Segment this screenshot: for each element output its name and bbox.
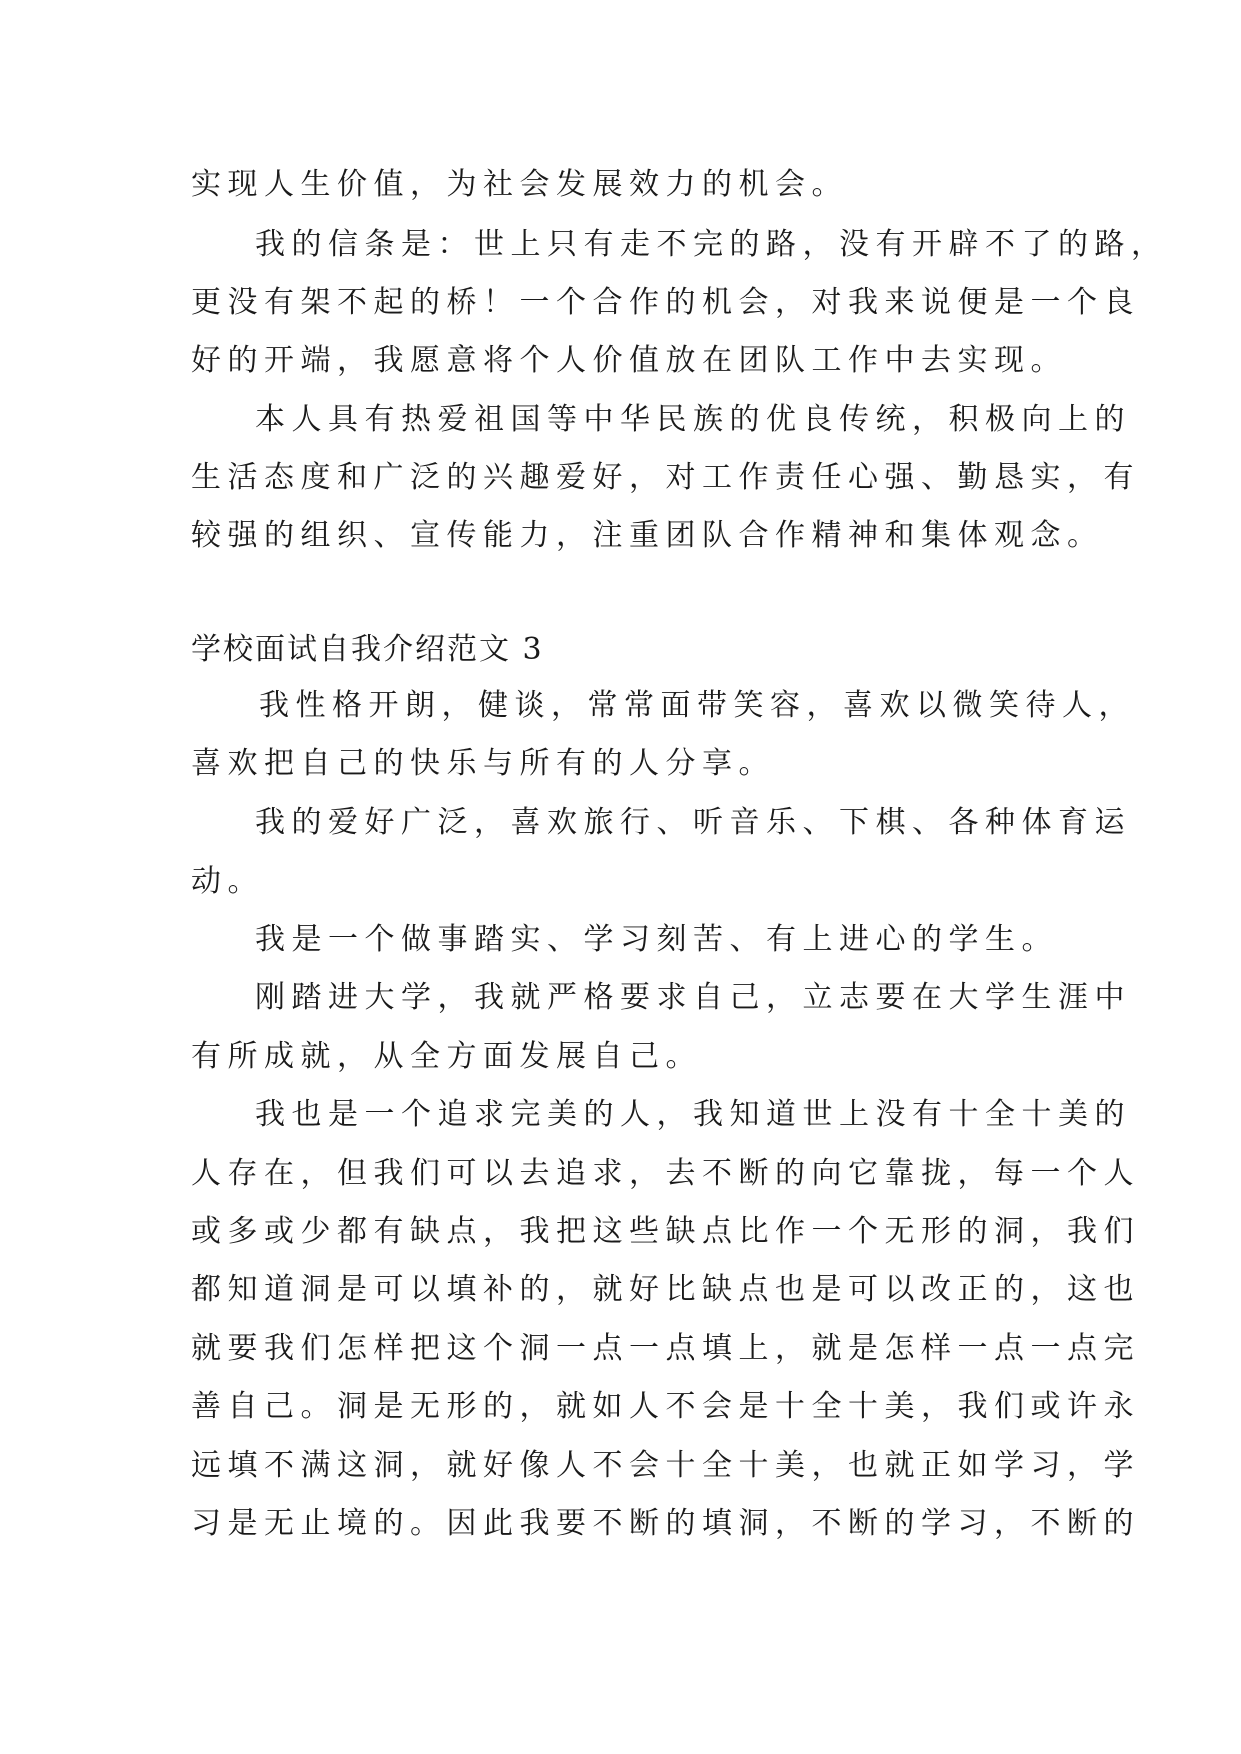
- paragraph-line: 实现人生价值，为社会发展效力的机会。: [191, 167, 848, 202]
- paragraph-line: 人存在，但我们可以去追求，去不断的向它靠拢，每一个人: [191, 1156, 1140, 1191]
- paragraph-line: 更没有架不起的桥！一个合作的机会，对我来说便是一个良: [191, 285, 1140, 320]
- paragraph-line: 善自己。洞是无形的，就如人不会是十全十美，我们或许永: [191, 1389, 1140, 1424]
- paragraph-line: 生活态度和广泛的兴趣爱好，对工作责任心强、勤恳实，有: [191, 460, 1140, 495]
- paragraph-line: 我的信条是：世上只有走不完的路，没有开辟不了的路，: [255, 227, 1168, 262]
- paragraph-line: 习是无止境的。因此我要不断的填洞，不断的学习，不断的: [191, 1506, 1140, 1541]
- paragraph-line: 远填不满这洞，就好像人不会十全十美，也就正如学习，学: [191, 1448, 1140, 1483]
- paragraph-line: 较强的组织、宣传能力，注重团队合作精神和集体观念。: [191, 518, 1104, 553]
- paragraph-line: 好的开端，我愿意将个人价值放在团队工作中去实现。: [191, 343, 1067, 378]
- paragraph-line: 本人具有热爱祖国等中华民族的优良传统，积极向上的: [255, 402, 1131, 437]
- paragraph-line: 都知道洞是可以填补的，就好比缺点也是可以改正的，这也: [191, 1272, 1140, 1307]
- paragraph-line: 喜欢把自己的快乐与所有的人分享。: [191, 746, 775, 781]
- paragraph-line: 刚踏进大学，我就严格要求自己，立志要在大学生涯中: [255, 980, 1131, 1015]
- paragraph-line: 或多或少都有缺点，我把这些缺点比作一个无形的洞，我们: [191, 1214, 1140, 1249]
- paragraph-line: 我是一个做事踏实、学习刻苦、有上进心的学生。: [255, 922, 1058, 957]
- paragraph-line: 就要我们怎样把这个洞一点一点填上，就是怎样一点一点完: [191, 1331, 1140, 1366]
- paragraph-line: 动。: [191, 864, 264, 899]
- section-heading: 学校面试自我介绍范文 3: [191, 632, 544, 667]
- paragraph-line: 我也是一个追求完美的人，我知道世上没有十全十美的: [255, 1097, 1131, 1132]
- paragraph-line: 我性格开朗，健谈，常常面带笑容，喜欢以微笑待人，: [259, 688, 1135, 723]
- paragraph-line: 有所成就，从全方面发展自己。: [191, 1039, 702, 1074]
- paragraph-line: 我的爱好广泛，喜欢旅行、听音乐、下棋、各种体育运: [255, 805, 1131, 840]
